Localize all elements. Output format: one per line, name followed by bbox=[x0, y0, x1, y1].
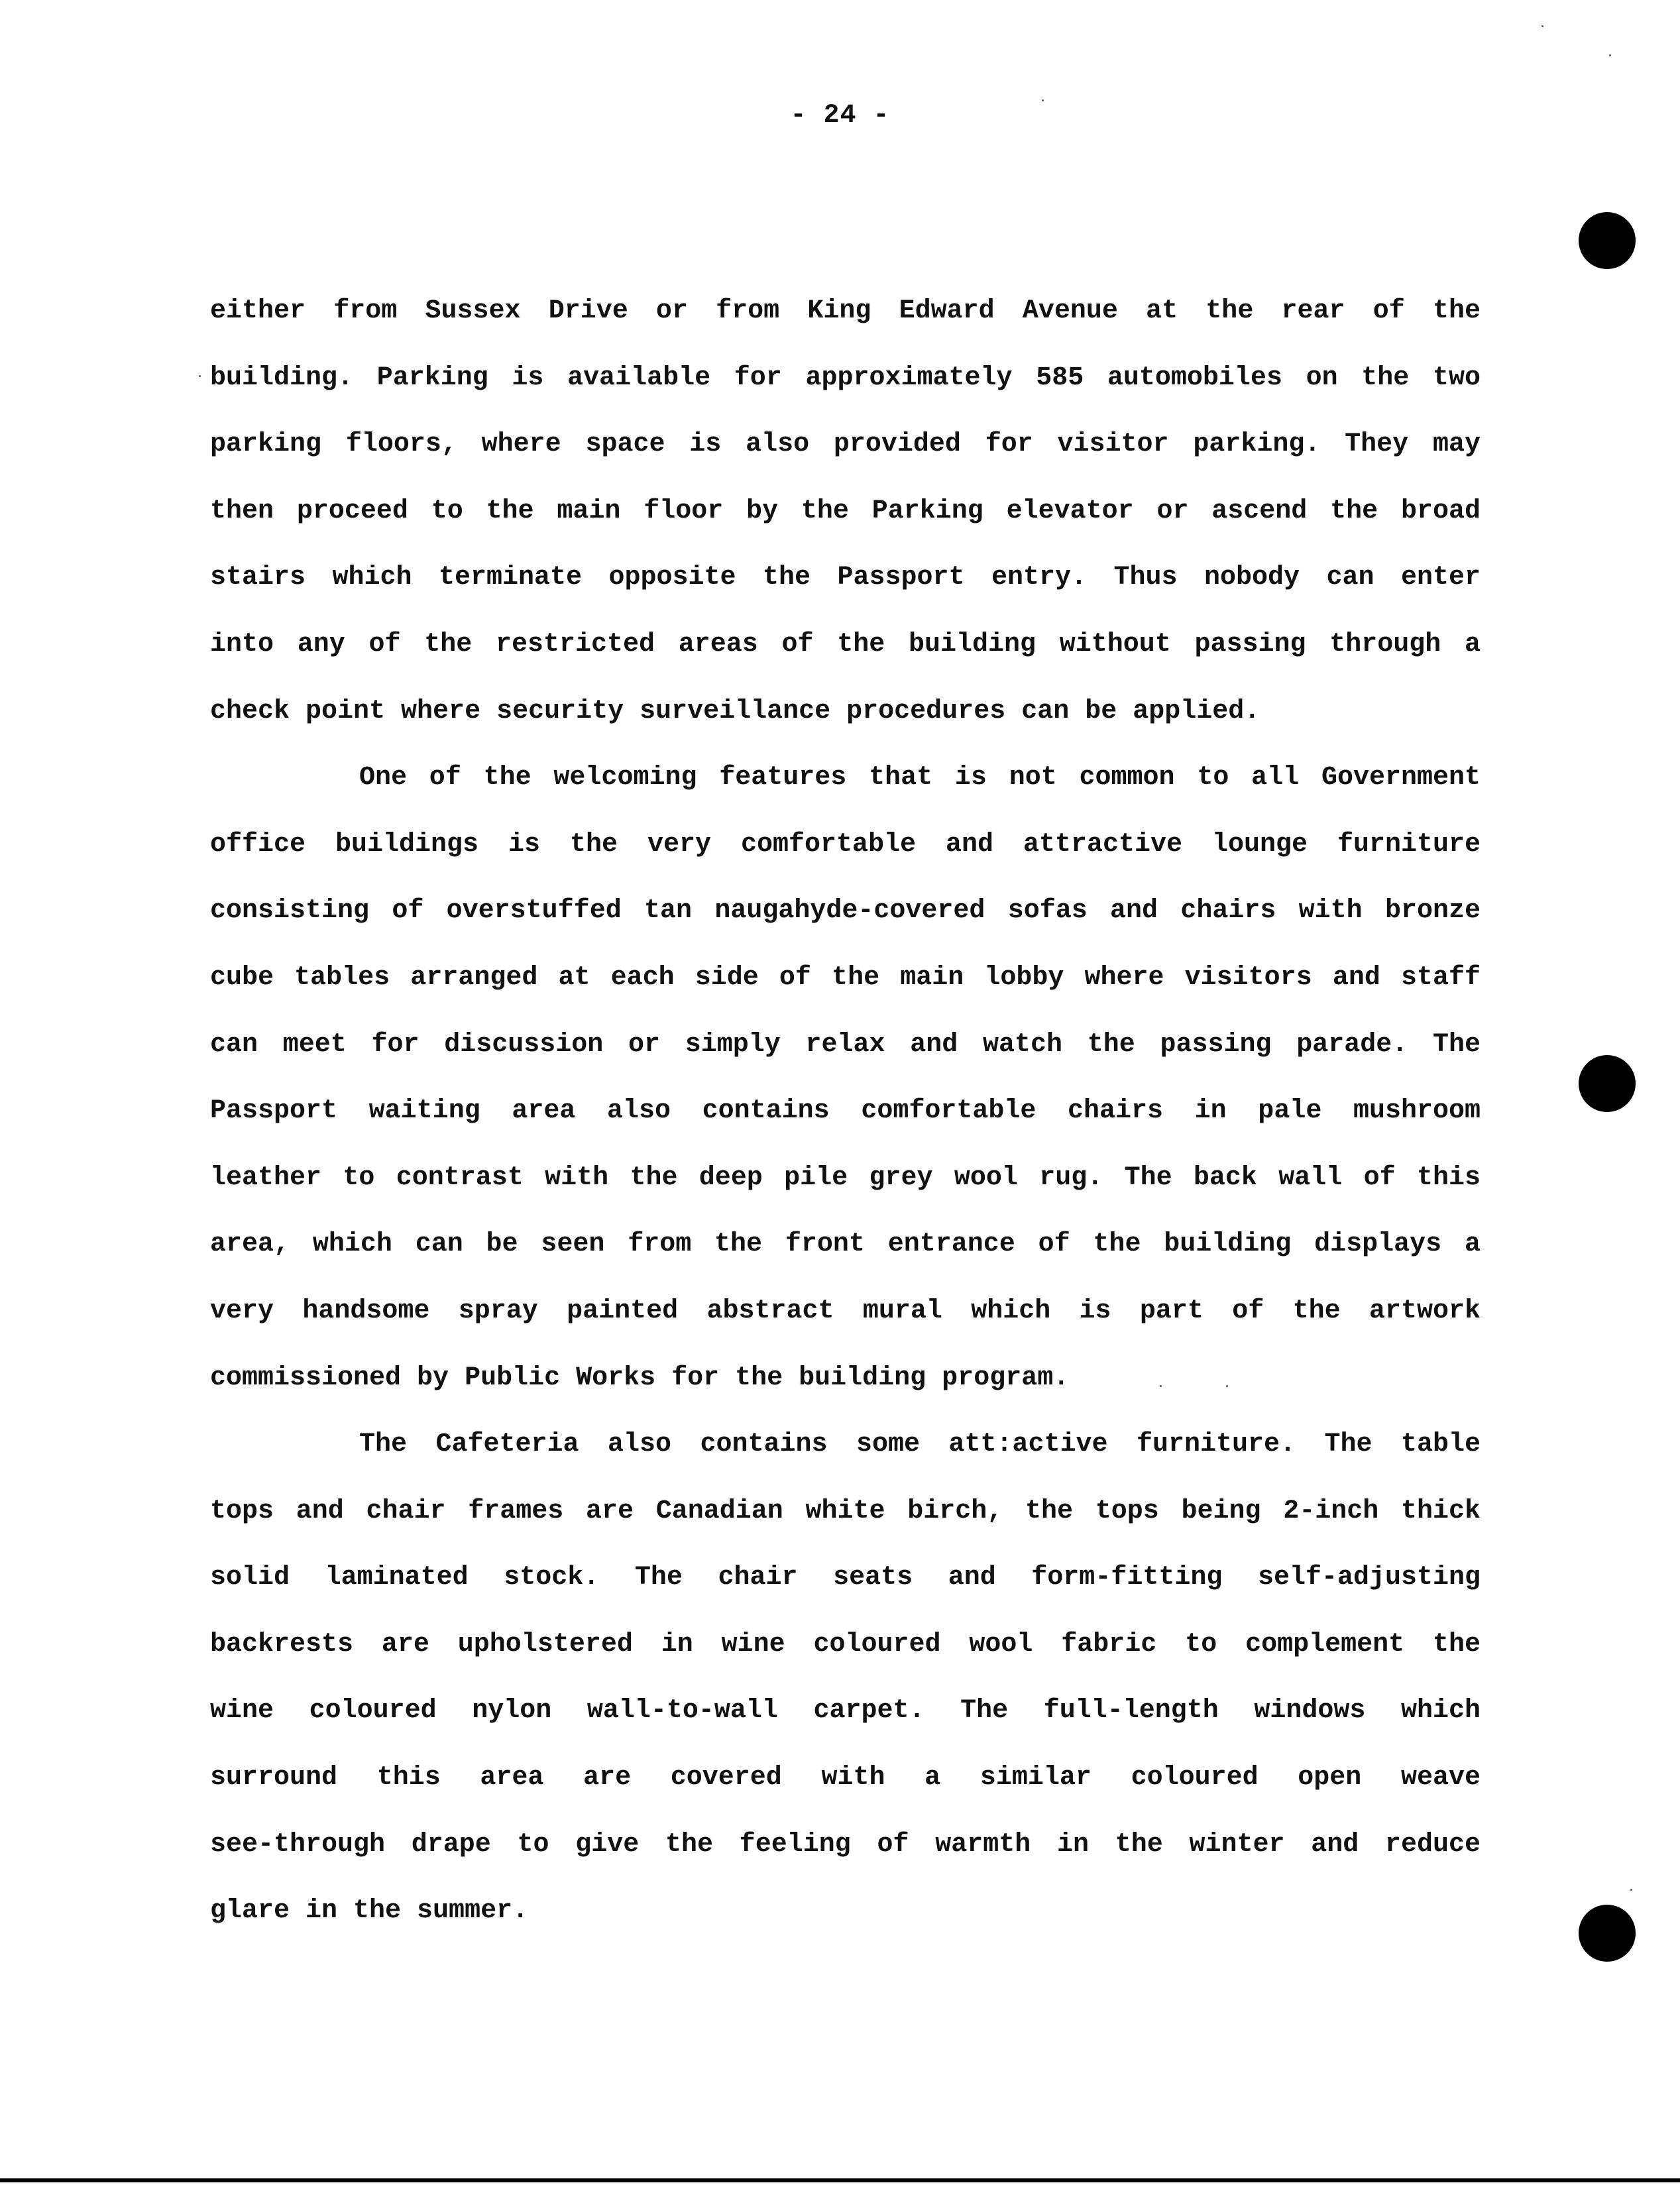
page-number: - 24 - bbox=[790, 101, 890, 131]
punch-hole-top bbox=[1579, 212, 1636, 269]
text-line: tops and chair frames are Canadian white birch, the tops being 2-inch thick bbox=[210, 1496, 1481, 1526]
punch-hole-middle bbox=[1579, 1055, 1636, 1112]
text-line: surround this area are covered with a similar coloured open weave bbox=[210, 1763, 1481, 1793]
text-line: then proceed to the main floor by the Parking elevator or ascend the broad bbox=[210, 496, 1481, 526]
scan-speck bbox=[1630, 1889, 1632, 1891]
document-body bbox=[210, 278, 1481, 1945]
punch-hole-bottom bbox=[1579, 1905, 1636, 1962]
scan-speck bbox=[1042, 99, 1044, 101]
bottom-border bbox=[0, 2178, 1680, 2182]
text-line: The Cafeteria also contains some att:active furniture. The table bbox=[359, 1430, 1481, 1460]
text-line: One of the welcoming features that is not common to all Government bbox=[359, 763, 1481, 793]
scan-speck bbox=[1160, 1385, 1162, 1387]
text-line: cube tables arranged at each side of the main lobby where visitors and staff bbox=[210, 962, 1481, 993]
text-line: backrests are upholstered in wine coloured wool fabric to complement the bbox=[210, 1629, 1481, 1659]
text-line: Passport waiting area also contains comfortable chairs in pale mushroom bbox=[210, 1096, 1481, 1127]
text-line: leather to contrast with the deep pile grey wool rug. The back wall of this bbox=[210, 1162, 1481, 1193]
text-line: building. Parking is available for approximately 585 automobiles on the two bbox=[210, 363, 1481, 393]
scan-speck bbox=[1541, 25, 1543, 27]
scan-speck bbox=[1226, 1385, 1228, 1387]
text-line: check point where security surveillance procedures can be applied. bbox=[210, 696, 1260, 726]
text-line: can meet for discussion or simply relax and watch the passing parade. The bbox=[210, 1029, 1481, 1060]
text-line: into any of the restricted areas of the building without passing through a bbox=[210, 629, 1481, 659]
text-line: glare in the summer. bbox=[210, 1896, 529, 1927]
text-line: office buildings is the very comfortable and attractive lounge furniture bbox=[210, 829, 1481, 860]
text-line: see-through drape to give the feeling of warmth in the winter and reduce bbox=[210, 1829, 1481, 1860]
text-line: parking floors, where space is also provided for visitor parking. They may bbox=[210, 429, 1481, 460]
text-line: very handsome spray painted abstract mural which is part of the artwork bbox=[210, 1296, 1481, 1326]
text-line: either from Sussex Drive or from King Edward Avenue at the rear of the bbox=[210, 296, 1481, 326]
text-line: commissioned by Public Works for the building program. bbox=[210, 1363, 1070, 1393]
text-line: stairs which terminate opposite the Passport entry. Thus nobody can enter bbox=[210, 563, 1481, 593]
text-line: solid laminated stock. The chair seats and form-fitting self-adjusting bbox=[210, 1563, 1481, 1593]
scan-speck bbox=[199, 375, 201, 377]
text-line: wine coloured nylon wall-to-wall carpet. The full-length windows which bbox=[210, 1696, 1481, 1726]
text-line: consisting of overstuffed tan naugahyde-covered sofas and chairs with bronze bbox=[210, 896, 1481, 926]
text-line: area, which can be seen from the front entrance of the building displays a bbox=[210, 1229, 1481, 1260]
scan-speck bbox=[1609, 54, 1611, 56]
